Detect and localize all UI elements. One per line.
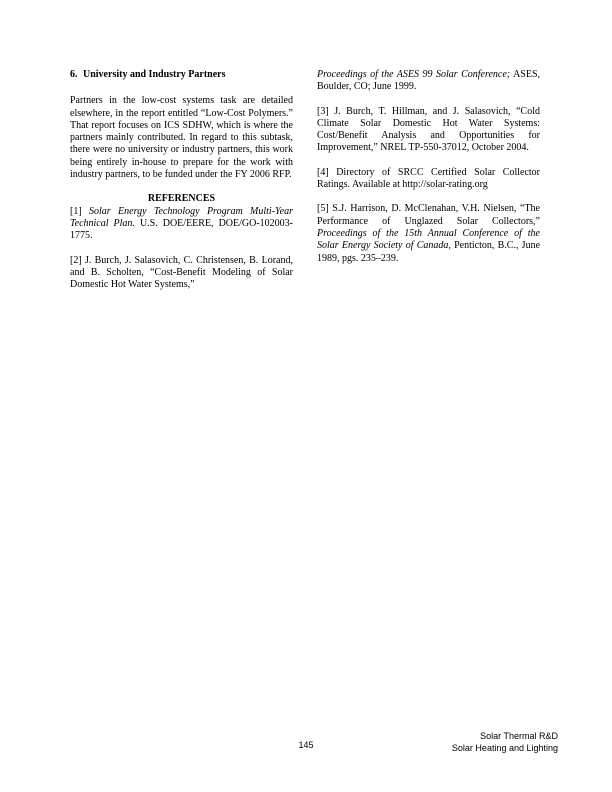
footer-line-2: Solar Heating and Lighting: [451, 742, 558, 753]
footer-right-block: [452, 731, 558, 754]
footer-page-number: 145: [298, 740, 314, 750]
references-heading: REFERENCES: [147, 193, 216, 205]
reference-5-details: Penticton, B.C., June 1989, pgs. 235–239.: [317, 240, 541, 264]
right-column: [317, 69, 540, 265]
reference-1-source: U.S. DOE/EERE, DOE/GO-102003-1775.: [70, 217, 294, 242]
section-number: 6.: [70, 69, 78, 80]
section-heading: [70, 69, 293, 81]
reference-3: [3] J. Burch, T. Hillman, and J. Salasovich, “Cold Climate Solar Domestic Hot Water Systems: Cost/Benefit Analysis and Opportunities for Improvement,” NREL TP-550-37012, October 2004.: [317, 105, 540, 154]
reference-2-part1: [2] J. Burch, J. Salasovich, C. Christensen, B. Lorand, and B. Scholten, “Cost-Benefit Modeling of Solar Domestic Hot Water Systems,”: [70, 254, 293, 291]
section-title: University and Industry Partners: [83, 69, 226, 80]
reference-5-authors: [5] S.J. Harrison, D. McClenahan, V.H. Nielsen, “The Performance of Unglazed Solar Collectors,”: [317, 203, 540, 227]
reference-4: [4] Directory of SRCC Certified Solar Collector Ratings. Available at http://solar-rating.org: [317, 166, 540, 191]
reference-1-title: Solar Energy Technology Program Multi-Year Technical Plan.: [70, 205, 294, 229]
reference-1: [70, 206, 293, 243]
footer-line-1: Solar Thermal R&D: [480, 731, 558, 741]
reference-1-label: [1]: [70, 205, 82, 217]
partners-paragraph: Partners in the low-cost systems task are detailed elsewhere, in the report entitled “Low-Cost Polymers.” That report focuses on ICS SDHW, which is where the partners mainly contributed. In regard to this subtask, there were no university or industry partners, this work being entirely in-house to prepare for the work with industry partners, to be funded under the FY 2006 RFP.: [70, 95, 293, 181]
reference-5-proceedings: Proceedings of the 15th Annual Conference of the Solar Energy Society of Canada,: [317, 227, 540, 252]
left-column: [70, 69, 293, 291]
reference-2-proceedings: Proceedings of the ASES 99 Solar Conference;: [317, 69, 511, 80]
reference-5: [317, 203, 540, 264]
reference-2-source: ASES, Boulder, CO; June 1999.: [317, 69, 541, 93]
reference-2-part2: [317, 69, 540, 94]
